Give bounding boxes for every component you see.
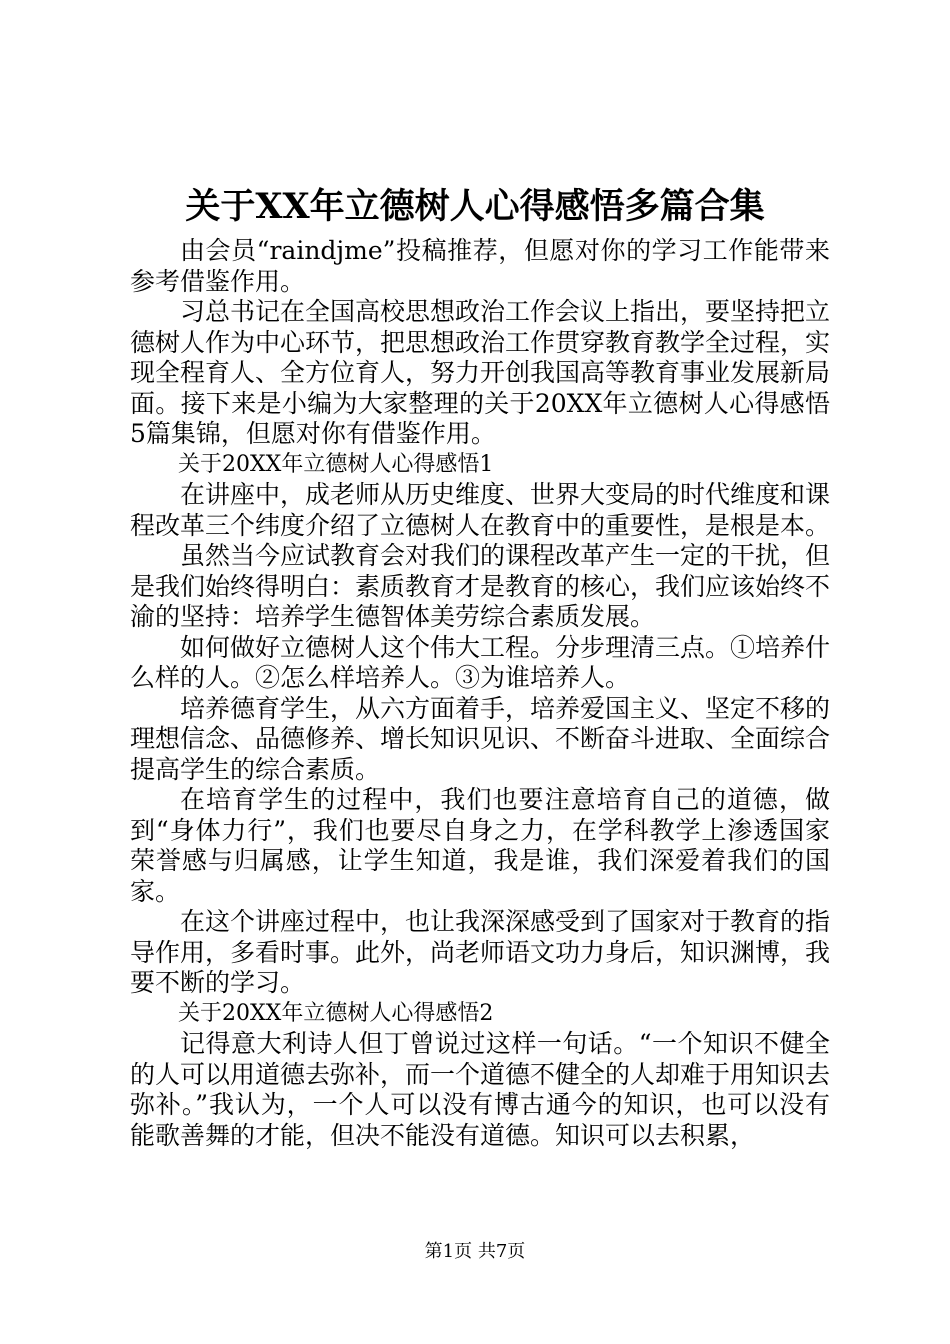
document-title: 关于XX年立德树人心得感悟多篇合集	[185, 186, 765, 227]
paragraph: 虽然当今应试教育会对我们的课程改革产生一定的干扰，但是我们始终得明白：素质教育才是教育的核心，我们应该始终不渝的坚持：培养学生德智体美劳综合素质发展。	[130, 541, 831, 631]
paragraph: 如何做好立德树人这个伟大工程。分步理清三点。①培养什么样的人。②怎么样培养人。③为谁培养人。	[130, 632, 831, 692]
paragraph: 在培育学生的过程中，我们也要注意培育自己的道德，做到“身体力行”，我们也要尽自身之力，在学科教学上渗透国家荣誉感与归属感，让学生知道，我是谁，我们深爱着我们的国家。	[130, 785, 830, 906]
page-footer: 第1页 共7页	[424, 1241, 526, 1262]
paragraph: 记得意大利诗人但丁曾说过这样一句话。“一个知识不健全的人可以用道德去弥补，而一个道德不健全的人却难于用知识去弥补。”我认为，一个人可以没有博古通今的知识，也可以没有能歌善舞的才能，但决不能没有道德。知识可以去积累，	[130, 1029, 831, 1150]
paragraph: 由会员“raindjme”投稿推荐，但愿对你的学习工作能带来参考借鉴作用。	[130, 236, 830, 296]
paragraph: 在这个讲座过程中，也让我深深感受到了国家对于教育的指导作用，多看时事。此外，尚老师语文功力身后，知识渊博，我要不断的学习。	[130, 907, 831, 997]
section-heading: 关于20XX年立德树人心得感悟1	[178, 451, 494, 477]
paragraph: 习总书记在全国高校思想政治工作会议上指出，要坚持把立德树人作为中心环节，把思想政治工作贯穿教育教学全过程，实现全程育人、全方位育人，努力开创我国高等教育事业发展新局面。接下来是小编为大家整理的关于20XX年立德树人心得感悟5篇集锦，但愿对你有借鉴作用。	[130, 297, 831, 448]
paragraph: 培养德育学生，从六方面着手，培养爱国主义、坚定不移的理想信念、品德修养、增长知识见识、不断奋斗进取、全面综合提高学生的综合素质。	[130, 693, 831, 784]
paragraph: 在讲座中，成老师从历史维度、世界大变局的时代维度和课程改革三个纬度介绍了立德树人在教育中的重要性，是根是本。	[130, 480, 831, 540]
section-heading: 关于20XX年立德树人心得感悟2	[178, 1000, 494, 1026]
document-body	[130, 236, 830, 1151]
